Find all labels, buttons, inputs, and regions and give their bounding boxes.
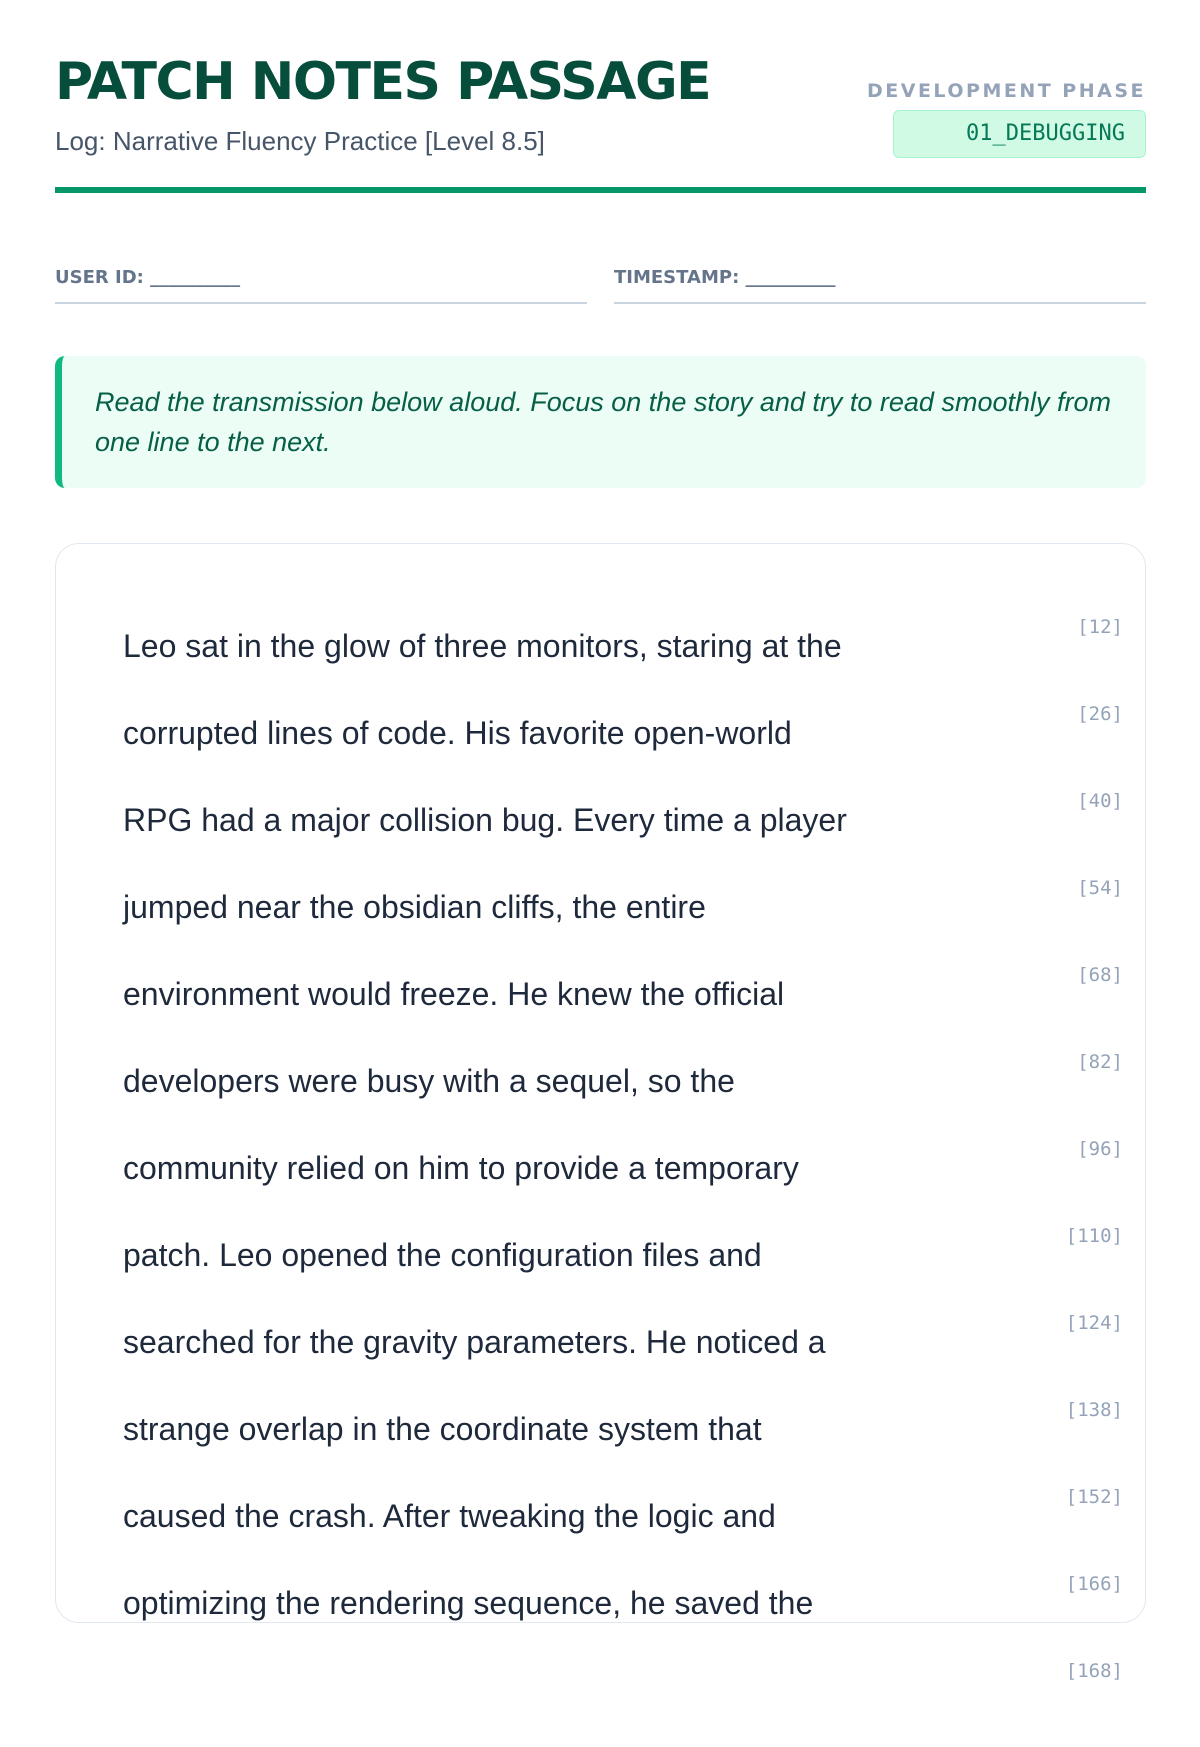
page-subtitle: Log: Narrative Fluency Practice [Level 8.5] xyxy=(55,126,545,156)
phase-badge: 01_DEBUGGING xyxy=(893,110,1146,158)
passage-line-text: corrupted lines of code. His favorite open-world xyxy=(123,715,792,751)
word-count-marker: [40] xyxy=(1077,790,1123,812)
passage-line xyxy=(123,1312,1123,1399)
passage-line-text: strange overlap in the coordinate system that xyxy=(123,1411,762,1447)
passage-line xyxy=(123,703,1123,790)
word-count-marker: [12] xyxy=(1077,616,1123,638)
word-count-marker: [168] xyxy=(1065,1660,1123,1682)
word-count-marker: [138] xyxy=(1065,1399,1123,1421)
phase-label: DEVELOPMENT PHASE xyxy=(867,80,1146,102)
passage-line xyxy=(123,1225,1123,1312)
passage-line xyxy=(123,877,1123,964)
passage-line-text: Leo sat in the glow of three monitors, staring at the xyxy=(123,628,842,664)
passage-line-text: jumped near the obsidian cliffs, the entire xyxy=(123,889,706,925)
word-count-marker: [68] xyxy=(1077,964,1123,986)
word-count-marker: [110] xyxy=(1065,1225,1123,1247)
passage-line-text: caused the crash. After tweaking the logic and xyxy=(123,1498,776,1534)
passage-line-text: environment would freeze. He knew the official xyxy=(123,976,785,1012)
passage-line-text: community relied on him to provide a temporary xyxy=(123,1150,799,1186)
passage-line xyxy=(123,1573,1123,1660)
word-count-marker: [82] xyxy=(1077,1051,1123,1073)
passage-line-text: developers were busy with a sequel, so the xyxy=(123,1063,735,1099)
passage-line xyxy=(123,964,1123,1051)
passage-line xyxy=(123,1399,1123,1486)
passage-line xyxy=(123,1138,1123,1225)
passage-line xyxy=(123,616,1123,703)
passage-card xyxy=(55,543,1146,1682)
passage-line xyxy=(123,1486,1123,1573)
word-count-marker: [26] xyxy=(1077,703,1123,725)
word-count-marker: [96] xyxy=(1077,1138,1123,1160)
worksheet-page xyxy=(55,0,1146,1682)
passage-line xyxy=(123,1660,1123,1747)
word-count-marker: [124] xyxy=(1065,1312,1123,1334)
passage-line-text: searched for the gravity parameters. He noticed a xyxy=(123,1324,826,1360)
instructions-box: Read the transmission below aloud. Focus on the story and try to read smoothly from one line to the next. xyxy=(55,356,1146,488)
timestamp-field: TIMESTAMP: __________ xyxy=(614,262,1146,304)
passage-line xyxy=(123,1051,1123,1138)
word-count-marker: [152] xyxy=(1065,1486,1123,1508)
header-divider xyxy=(55,187,1146,193)
passage-line-text: optimizing the rendering sequence, he saved the xyxy=(123,1585,814,1621)
passage-line xyxy=(123,790,1123,877)
word-count-marker: [166] xyxy=(1065,1573,1123,1595)
word-count-marker: [54] xyxy=(1077,877,1123,899)
user-id-field: USER ID: __________ xyxy=(55,262,587,304)
passage-line-text: RPG had a major collision bug. Every time a player xyxy=(123,802,847,838)
header xyxy=(55,52,1146,194)
passage-line-text: patch. Leo opened the configuration files and xyxy=(123,1237,762,1273)
page-title: PATCH NOTES PASSAGE xyxy=(55,52,711,112)
